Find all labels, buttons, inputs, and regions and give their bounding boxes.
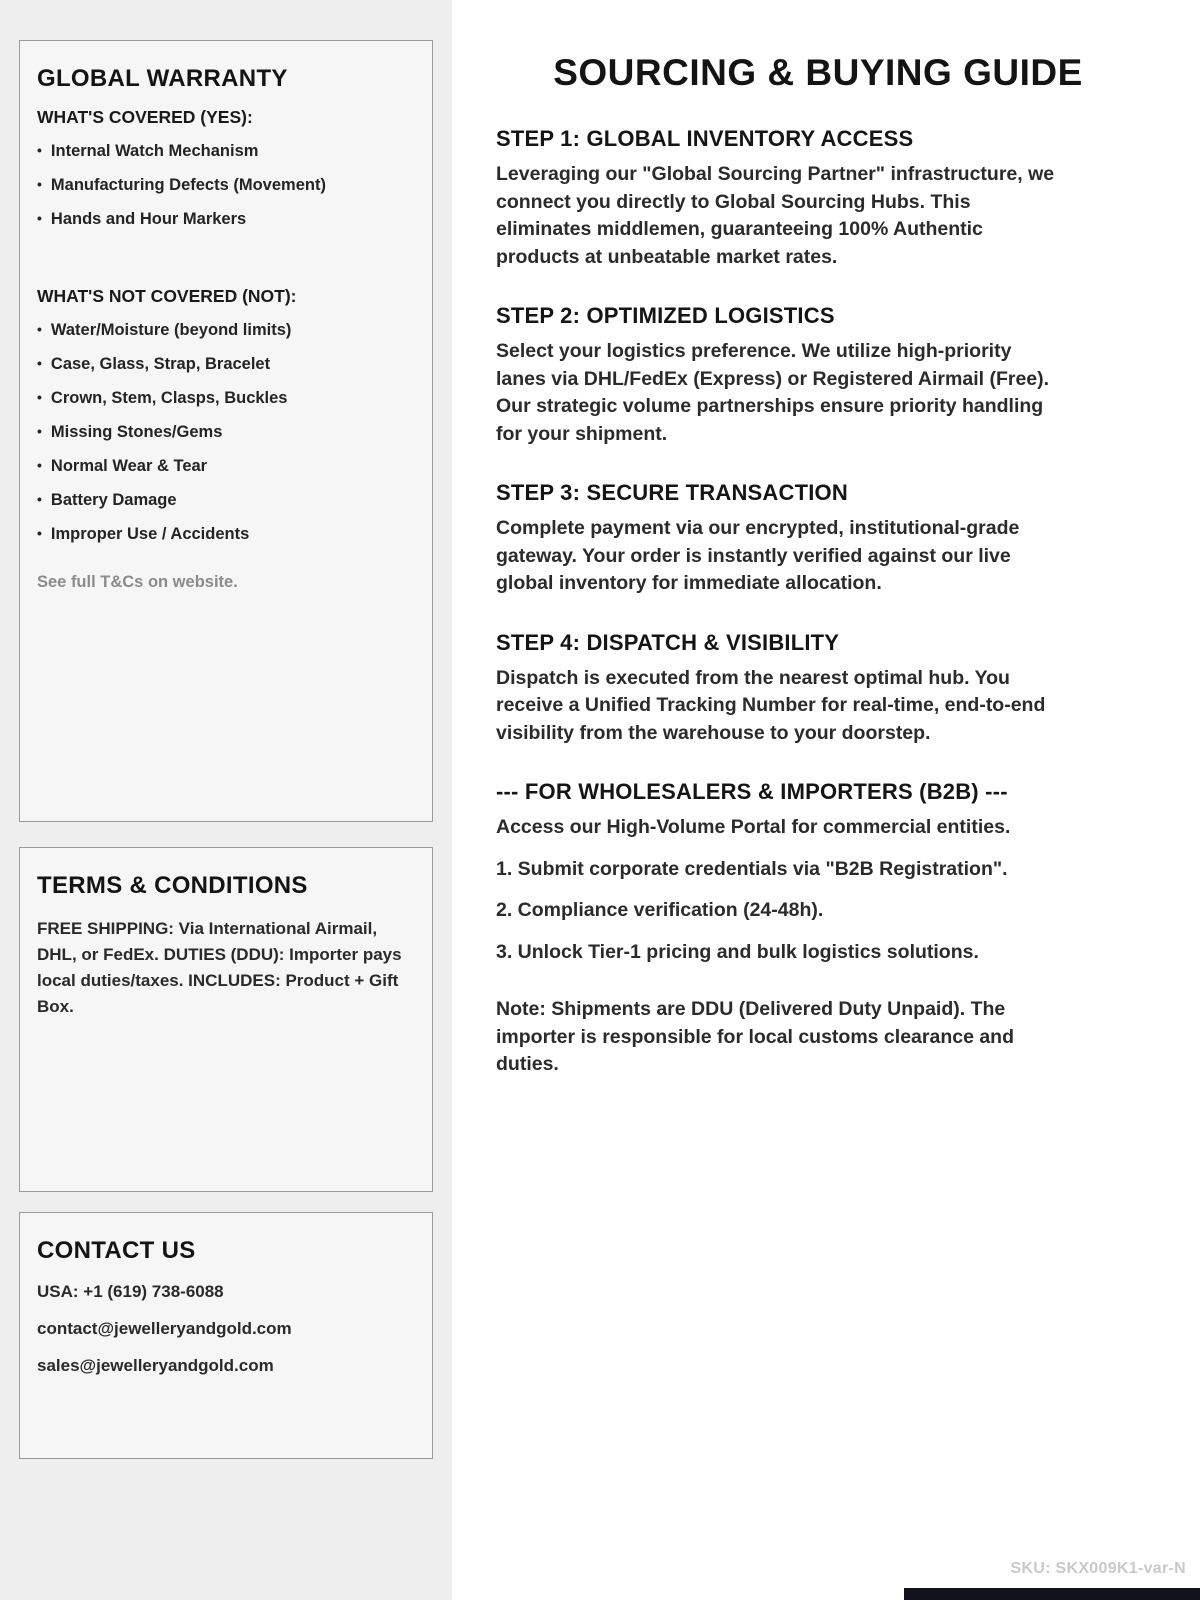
list-item: • Hands and Hour Markers [37,202,415,236]
list-item: • Improper Use / Accidents [37,517,415,551]
warranty-title: GLOBAL WARRANTY [37,65,288,92]
b2b-intro: Access our High-Volume Portal for commercial entities. [496,816,1011,838]
step-4-body: Dispatch is executed from the nearest optimal hub. You receive a Unified Tracking Number for real-time, end-to-end visibility from the warehouse to your doorstep. [496,666,1046,744]
covered-heading: WHAT'S COVERED (YES): [37,107,253,127]
list-item: • Internal Watch Mechanism [37,134,415,168]
sku-label: SKU: SKX009K1-var-N [1010,1560,1186,1577]
contact-phone: USA: +1 (619) 738-6088 [37,1282,224,1301]
list-item: • Crown, Stem, Clasps, Buckles [37,381,415,415]
page-title: SOURCING & BUYING GUIDE [553,52,1083,93]
step-3-heading: STEP 3: SECURE TRANSACTION [496,480,848,505]
step-2-heading: STEP 2: OPTIMIZED LOGISTICS [496,303,835,328]
not-covered-heading: WHAT'S NOT COVERED (NOT): [37,286,297,306]
step-2-body: Select your logistics preference. We utilize high-priority lanes via DHL/FedEx (Express) or Registered Airmail (Free). Our strategic volume partnerships ensure priority handling for your shipment. [496,340,1050,445]
covered-list [37,134,415,236]
contact-email-sales: sales@jewelleryandgold.com [37,1356,274,1375]
b2b-step-2: 2. Compliance verification (24-48h). [496,899,824,921]
terms-panel [19,847,433,1192]
contact-panel [19,1212,433,1459]
list-item: • Manufacturing Defects (Movement) [37,168,415,202]
step-3-body: Complete payment via our encrypted, institutional-grade gateway. Your order is instantly verified against our live global inventory for immediate allocation. [496,517,1020,594]
b2b-heading: --- FOR WHOLESALERS & IMPORTERS (B2B) --- [496,779,1008,804]
b2b-step-3: 3. Unlock Tier-1 pricing and bulk logistics solutions. [496,940,979,963]
list-item: • Battery Damage [37,483,415,517]
list-item: • Case, Glass, Strap, Bracelet [37,347,415,381]
step-4-heading: STEP 4: DISPATCH & VISIBILITY [496,629,840,655]
sidebar [0,0,452,1600]
main-content [452,0,1200,1600]
terms-title: TERMS & CONDITIONS [37,872,308,899]
b2b-step-1: 1. Submit corporate credentials via "B2B Registration". [496,857,1008,880]
step-1-heading: STEP 1: GLOBAL INVENTORY ACCESS [496,126,914,151]
contact-email-primary: contact@jewelleryandgold.com [37,1319,292,1338]
bottom-bar [904,1588,1200,1600]
list-item: • Missing Stones/Gems [37,415,415,449]
terms-body: FREE SHIPPING: Via International Airmail, DHL, or FedEx. DUTIES (DDU): Importer pays local duties/taxes. INCLUDES: Product + Gift Box. [37,919,402,1016]
warranty-panel [19,40,433,822]
list-item: • Water/Moisture (beyond limits) [37,313,415,347]
warranty-footnote: See full T&Cs on website. [37,573,238,591]
list-item: • Normal Wear & Tear [37,449,415,483]
not-covered-list [37,313,415,551]
ddu-note: Note: Shipments are DDU (Delivered Duty Unpaid). The importer is responsible for local customs clearance and duties. [496,998,1015,1075]
spacer [37,236,415,272]
contact-title: CONTACT US [37,1237,196,1264]
step-1-body: Leveraging our "Global Sourcing Partner" infrastructure, we connect you directly to Global Sourcing Hubs. This eliminates middlemen, guaranteeing 100% Authentic products at unbeatable market rates. [496,163,1055,268]
